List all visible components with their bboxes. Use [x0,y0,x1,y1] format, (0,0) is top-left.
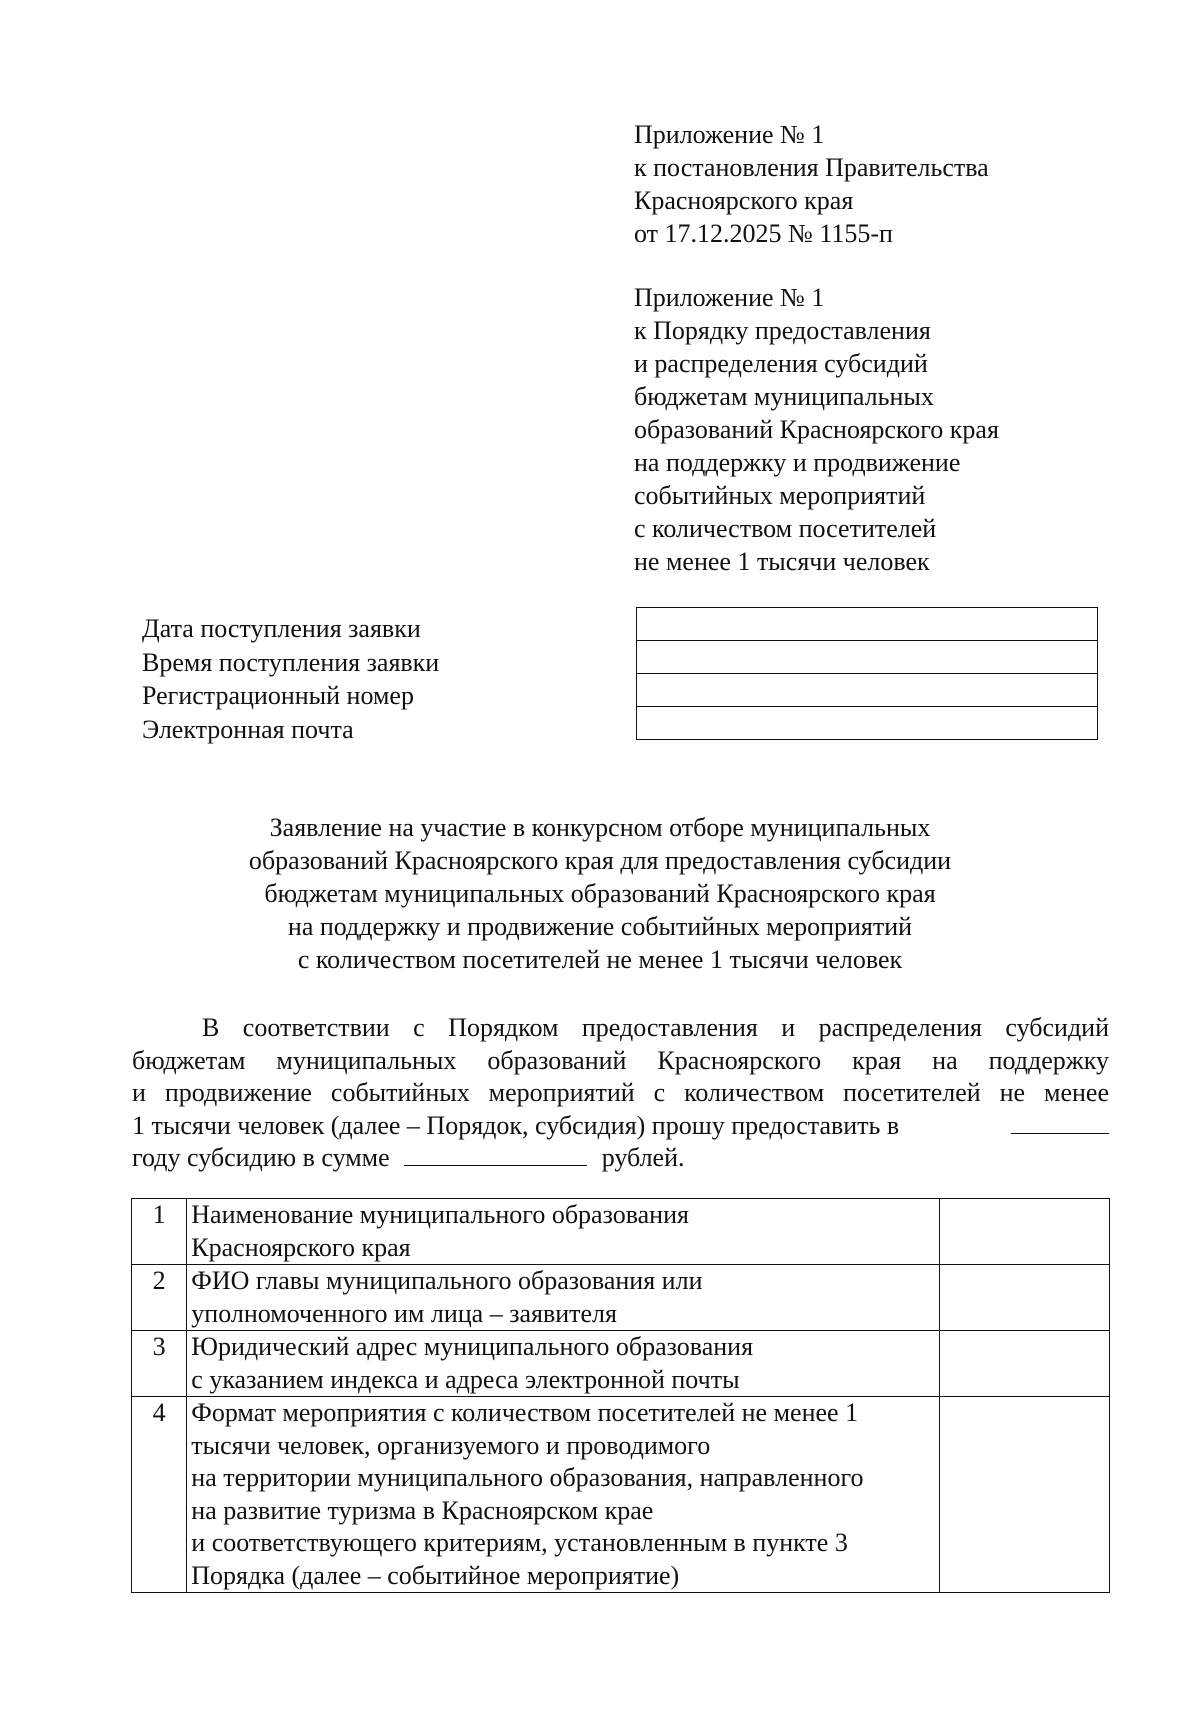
body-line-text: году субсидию в сумме [132,1143,390,1172]
application-info-table [131,1198,1110,1593]
row-description-line: и соответствующего критериям, установленным в пункте 3 [191,1528,848,1557]
title-line: образований Красноярского края для предоставления субсидии [248,846,952,875]
body-line-text: рублей. [601,1143,685,1172]
registration-time-label: Время поступления заявки [142,647,440,677]
row-description [187,1397,940,1593]
registration-date-label: Дата поступления заявки [142,614,421,643]
title-line: бюджетам муниципальных образований Красноярского края [264,879,936,908]
appendix-line: образований Красноярского края [634,415,999,444]
appendix-line: с количеством посетителей [634,514,937,543]
appendix-line: к постановления Правительства [634,153,989,182]
appendix-line: на поддержку и продвижение [634,448,961,477]
row-description-line: на территории муниципального образования, направленного [191,1463,864,1492]
body-line: В соответствии с Порядком предоставления и распределения субсидий [202,1013,1109,1042]
registration-email-label: Электронная почта [142,714,354,744]
registration-date-field[interactable] [637,608,1097,641]
row-description [187,1265,940,1331]
table-row [132,1199,1110,1265]
row-number: 4 [132,1397,187,1593]
row-value-field[interactable] [940,1331,1110,1397]
row-value-field[interactable] [940,1199,1110,1265]
registration-box [636,607,1098,740]
row-description-line: уполномоченного им лица – заявителя [191,1298,617,1328]
row-number: 3 [132,1331,187,1397]
body-line: и продвижение событийных мероприятий с количеством посетителей не менее [132,1078,1109,1107]
row-value-field[interactable] [940,1265,1110,1331]
appendix-line: бюджетам муниципальных [634,382,934,411]
row-value-field[interactable] [940,1397,1110,1593]
appendix-line: Красноярского края [634,186,854,215]
registration-number-label: Регистрационный номер [142,681,414,710]
year-blank-field[interactable] [1011,1111,1109,1134]
row-description [187,1199,940,1265]
appendix-line: к Порядку предоставления [634,316,931,345]
appendix-line: Приложение № 1 [634,283,825,312]
registration-email-field[interactable] [637,707,1097,740]
row-description [187,1331,940,1397]
appendix-header-government [634,118,989,250]
appendix-line: событийных мероприятий [634,481,926,510]
body-line [132,1110,1109,1143]
row-description-line: Формат мероприятия с количеством посетителей не менее 1 [191,1398,859,1427]
registration-time-field[interactable] [637,641,1097,674]
row-description-line: с указанием индекса и адреса электронной почты [191,1364,740,1394]
row-description-line: на развитие туризма в Красноярском крае [191,1495,654,1525]
application-title [100,811,1100,976]
table-row [132,1265,1110,1331]
row-number: 2 [132,1265,187,1331]
appendix-line: не менее 1 тысячи человек [634,547,930,576]
table-row [132,1331,1110,1397]
row-description-line: ФИО главы муниципального образования или [191,1266,703,1295]
body-line: бюджетам муниципальных образований Красноярского края на поддержку [132,1045,1109,1075]
table-row [132,1397,1110,1593]
body-line [132,1142,1109,1175]
appendix-header-procedure [634,281,999,578]
registration-number-field[interactable] [637,674,1097,707]
row-description-line: Порядка (далее – событийное мероприятие) [191,1560,680,1590]
appendix-line: и распределения субсидий [634,349,928,378]
amount-blank-field[interactable] [404,1143,587,1166]
row-description-line: Юридический адрес муниципального образования [191,1332,754,1361]
appendix-line: Приложение № 1 [634,120,825,149]
title-line: с количеством посетителей не менее 1 тысячи человек [297,945,903,974]
row-description-line: Красноярского края [191,1232,411,1262]
application-body [132,1012,1109,1175]
row-description-line: тысячи человек, организуемого и проводимого [191,1430,711,1460]
row-number: 1 [132,1199,187,1265]
row-description-line: Наименование муниципального образования [191,1200,689,1229]
registration-labels [142,612,439,746]
body-line-text: 1 тысячи человек (далее – Порядок, субсидия) прошу предоставить в [132,1110,900,1140]
appendix-line: от 17.12.2025 № 1155-п [634,219,893,248]
title-line: Заявление на участие в конкурсном отборе муниципальных [269,813,931,842]
title-line: на поддержку и продвижение событийных мероприятий [287,912,913,941]
